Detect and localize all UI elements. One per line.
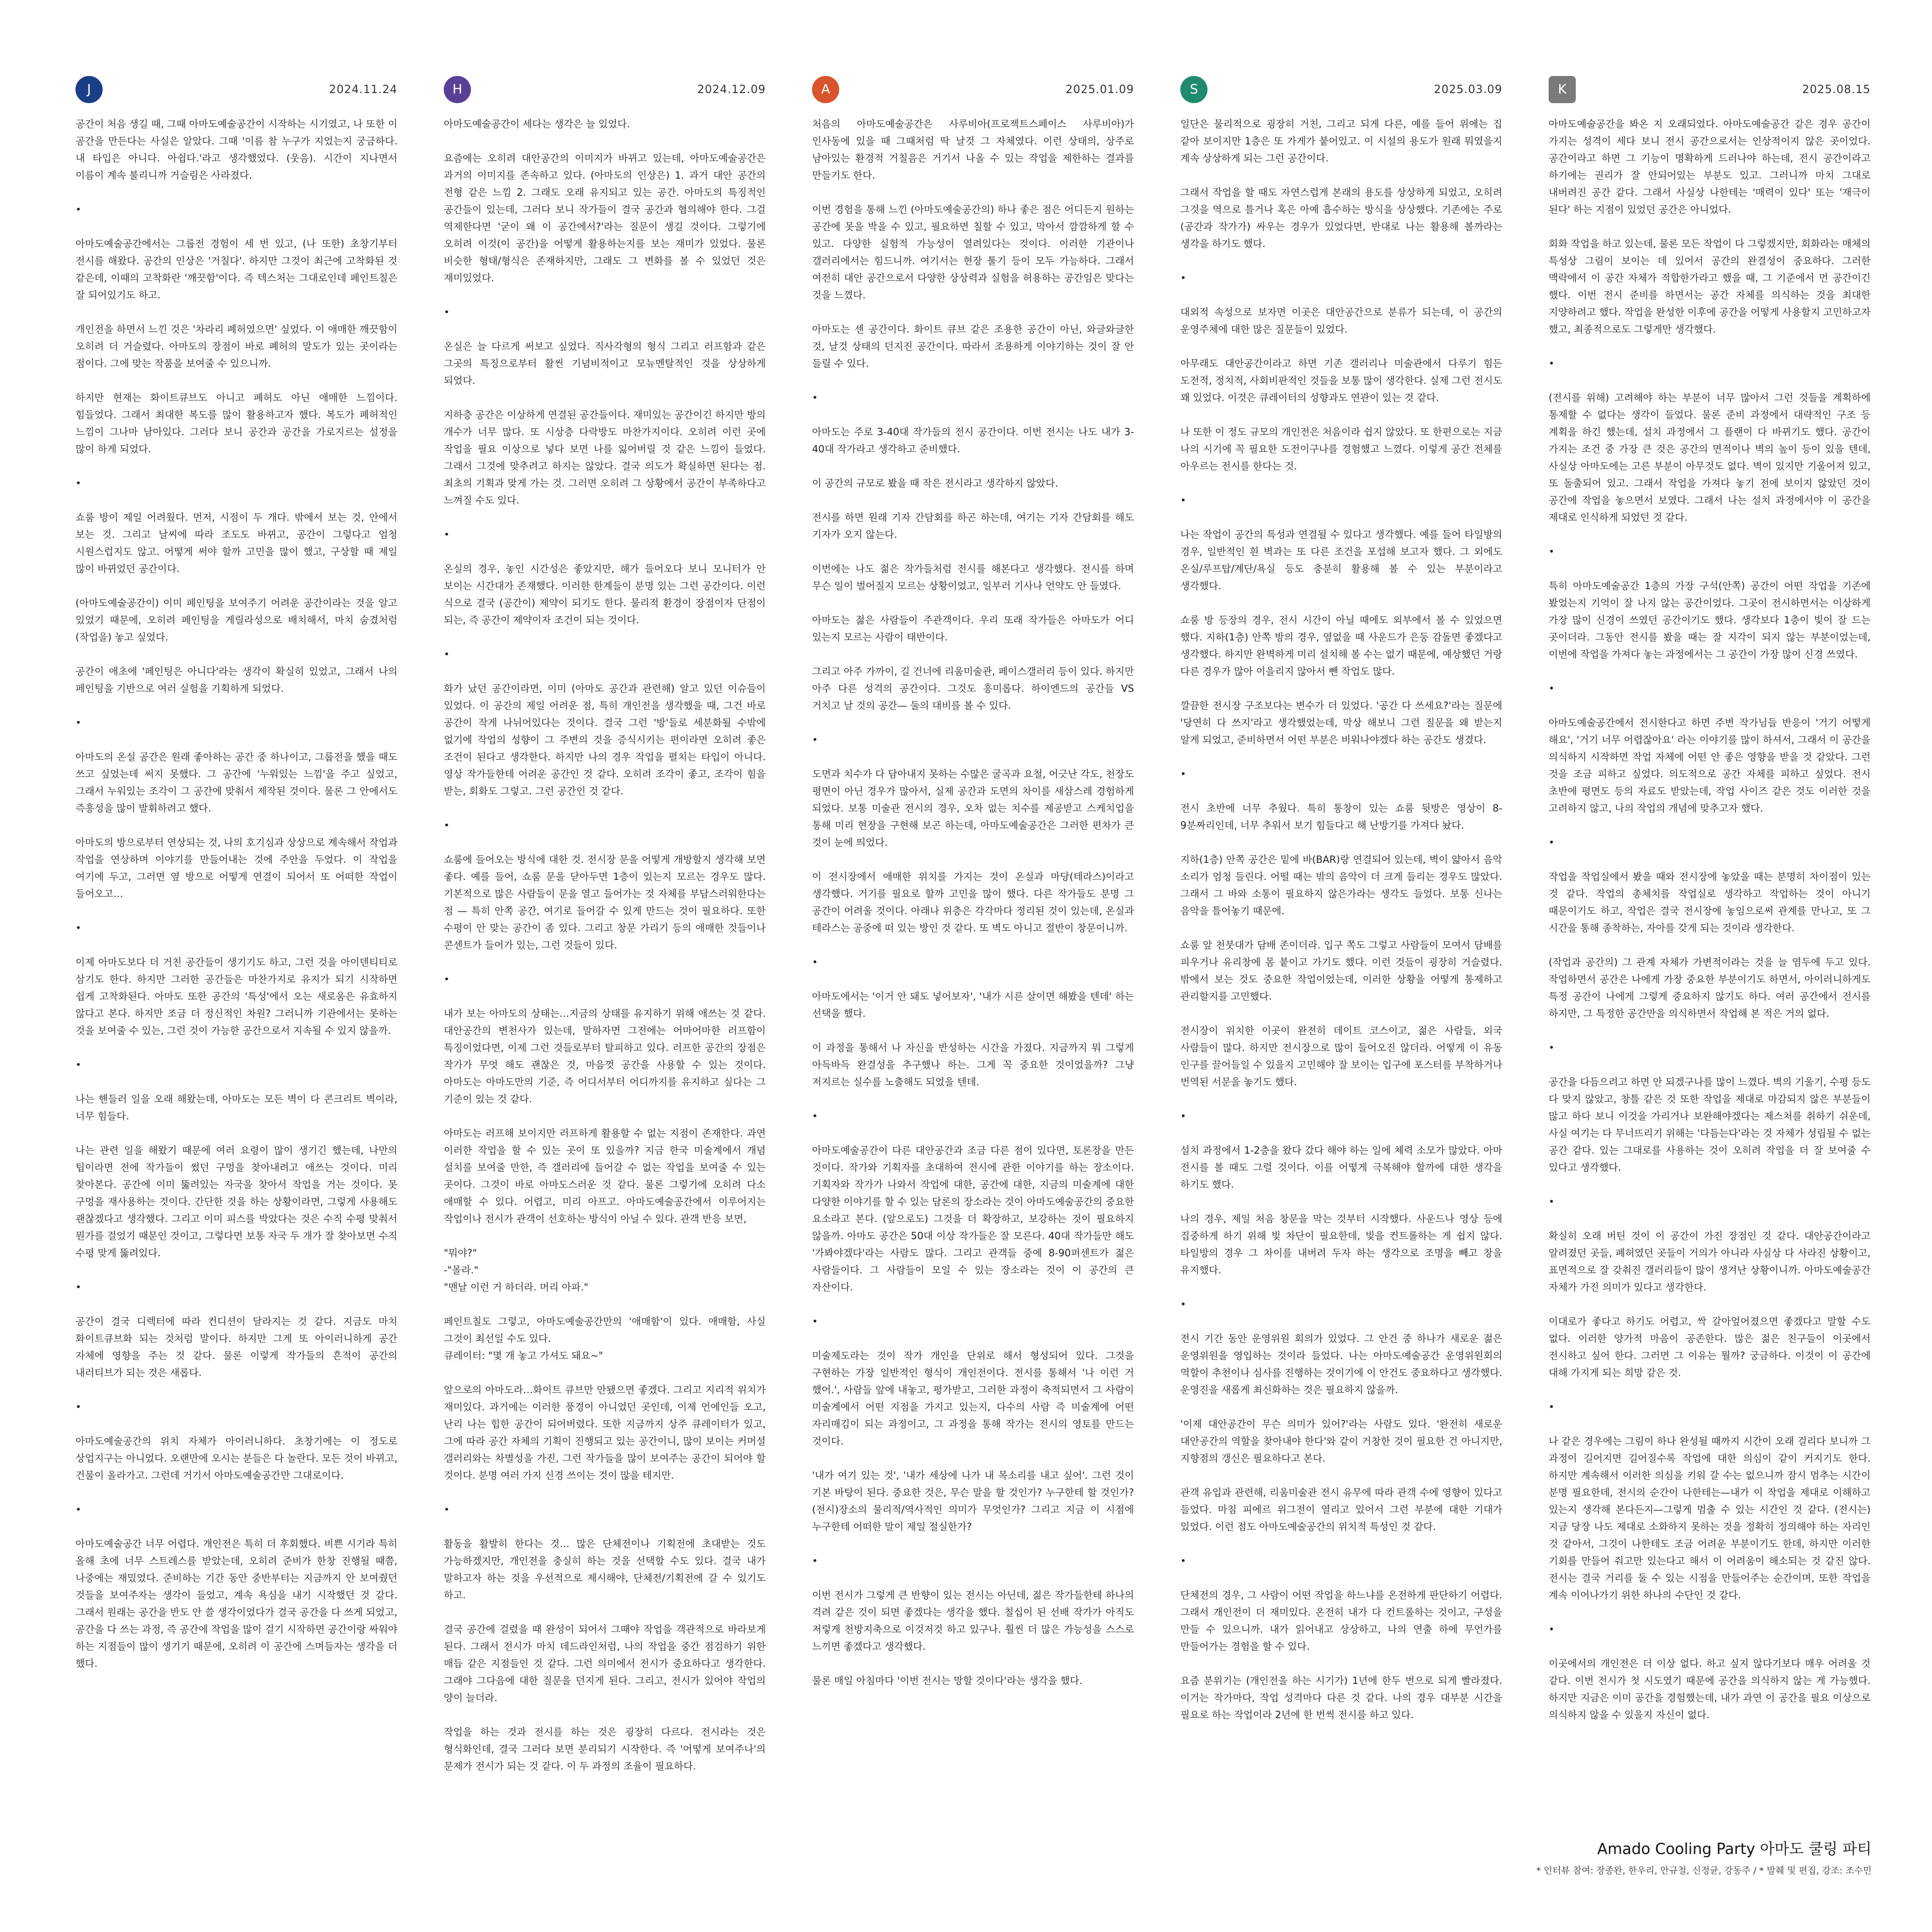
paragraph: 지하(1층) 안쪽 공간은 밑에 바(BAR)랑 연결되어 있는데, 벽이 얇아서 음악 소리가 엄청 들린다. 어떨 때는 밖의 음악이 더 크게 들리는 경우도 많았다. 그래서 그 바와 소통이 필요하지 않은가라는 생각도 들었다. 보통 신나는 음악을 틀어놓기 때문에. (1180, 854, 1502, 917)
paragraph: 회화 작업을 하고 있는데, 물론 모든 작업이 다 그렇겠지만, 회화라는 매체의 특성상 그림이 보이는 데 있어서 공간의 완결성이 중요하다. 그러한 맥락에서 이 공간 자체가 적합한가라고 했을 때, 그 기준에서 먼 공간이긴 했다. 이번 전시 준비를 하면서는 공간 자체를 의식하는 것을 최대한 지양하려고 했다. 작업을 완성한 이후에 공간을 어떻게 사용할지 고민하고자 했고, 최종적으로도 그렇게만 생각했다. (1549, 238, 1871, 335)
interview-column (1180, 75, 1502, 1836)
interviewee-avatar: A (812, 76, 839, 103)
publication-title: Amado Cooling Party 아마도 쿨링 파티 (1597, 1840, 1872, 1858)
paragraph: 이 과정을 통해서 나 자신을 반성하는 시간을 가졌다. 지금까지 뭐 그렇게 아득바득 완결성을 추구했나 하는. 그게 꼭 중요한 것이었을까? 그냥 저지르는 실수를 노출해도 되었을 텐데. (812, 1042, 1134, 1088)
paragraph: 쇼룸 앞 천붓대가 담배 존이더라. 입구 쪽도 그렇고 사람들이 모여서 담배를 피우거나 유리창에 몸 붙이고 가기도 했다. 이런 것들이 굉장히 거슬렸다. 밖에서 보는 것도 중요한 작업이었는데, 이러한 상황을 어떻게 통제하고 관리할지를 고민했다. (1180, 939, 1502, 1002)
paragraph: 공간이 애초에 '페인팅은 아니다'라는 생각이 확실히 있었고, 그래서 나의 페인팅을 기반으로 여러 실험을 기획하게 되었다. (75, 666, 397, 694)
interviewee-avatar: K (1549, 76, 1576, 103)
section-separator: • (75, 204, 82, 215)
paragraph: 아마도예술공간의 위치 자체가 아이러니하다. 초창기에는 이 정도로 상업지구는 아니었다. 오랜만에 오시는 분들은 다 놀란다. 모든 것이 바뀌고, 건물이 올라가고. 그런데 거기서 아마도예술공간만 그대로이다. (75, 1435, 397, 1481)
paragraph: 전시를 하면 원래 기자 간담회를 하곤 하는데, 여기는 기자 간담회를 해도 기자가 오지 않는다. (812, 512, 1134, 540)
section-separator: • (812, 1316, 818, 1327)
paragraph: 요즘 분위기는 (개인전을 하는 시기가) 1년에 한두 번으로 되게 빨라졌다. 이거는 작가마다, 작업 성격마다 다른 것 같다. 나의 경우 대부분 시간을 필요로 하는 작업이라 2년에 한 번씩 전시를 하고 있다. (1180, 1675, 1502, 1721)
interview-date: 2024.12.09 (697, 83, 766, 96)
paragraph: 전시장이 위치한 이곳이 완전히 데이트 코스이고, 젊은 사람들, 외국 사람들이 많다. 하지만 전시장으로 많이 들어오진 않더라. 어떻게 이 유동 인구를 끌어들일 수 있을지 고민해야 잘 보이는 입구에 포스터를 부착하거나 번역된 서문을 놓기도 했다. (1180, 1025, 1502, 1088)
interview-date: 2025.08.15 (1802, 83, 1871, 96)
section-separator: • (1180, 1299, 1186, 1310)
paragraph: 나의 경우, 제일 처음 창문을 막는 것부터 시작했다. 사운드나 영상 등에 집중하게 하기 위해 빛 차단이 필요한데, 빛을 컨트롤하는 게 쉽지 않다. 타일방의 경우 그 차이를 내버려 두자 하는 생각으로 조명을 빼고 창을 유지했다. (1180, 1213, 1502, 1276)
paragraph: 아마도에서는 '이거 안 돼도 넣어보자', '내가 시른 살이면 해봤을 텐데' 하는 선택을 했다. (812, 991, 1134, 1019)
section-separator: • (1549, 683, 1555, 694)
paragraph: 아마도예술공간 너무 어렵다. 개인전은 특히 더 후회했다. 비쁜 시기라 특히 올해 초에 너무 스트레스를 받았는데, 오히려 준비가 한창 진행될 때쯤, 나중에는 재밌었다. 준비하는 기간 동안 중반부터는 지금까지 안 보여줬던 것들을 보여주자는 생각이 들었고, 계속 욕심을 내기 시작했던 것 같다. 그래서 원래는 공간을 반도 안 쓸 생각이었다가 결국 공간을 다 쓰게 되었고, 공간을 다 쓰는 과정, 즉 공간에 작업을 많이 걸기 시작하면 공간이랑 싸워야 하는 지점들이 많이 생기기 때문에, 오히려 이 공간에 스며들자는 생각을 더 했다. (75, 1538, 397, 1669)
section-separator: • (444, 529, 450, 540)
paragraph: '내가 여기 있는 것', '내가 세상에 나가 내 목소리를 내고 싶어'. 그런 것이 기본 바탕이 된다. 중요한 것은, 무슨 말을 할 것인가? 누구한테 할 것인가? (전시)장소의 물리적/역사적인 의미가 무엇인가? 그리고 지금 이 시점에 누구한테 어떠한 말이 제일 절실한가? (812, 1470, 1134, 1533)
column-header (1549, 75, 1871, 104)
paragraph: 아마도예술공간이 세다는 생각은 늘 있었다. (444, 118, 630, 130)
paragraph: 일단은 물리적으로 굉장히 거친, 그리고 되게 다른, 예를 들어 위에는 집 같아 보이지만 1층은 또 가게가 붙어있고. 이 시설의 용도가 원래 뭐였을지 계속 상상하게 되는 그런 공간이다. (1180, 118, 1502, 164)
section-separator: • (1549, 358, 1555, 369)
paragraph: 도면과 치수가 다 담아내지 못하는 수많은 굴곡과 요철, 어긋난 각도, 천장도 평면이 아닌 경우가 많아서, 실제 공간과 도면의 차이를 새삼스레 경험하게 되었다. 보통 미술관 전시의 경우, 오차 없는 치수를 제공받고 스케치업을 통해 미리 현장을 구현해 보곤 하는데, 아마도예술공간은 그러한 편차가 큰 것이 눈에 띄었다. (812, 768, 1134, 848)
paragraph: 공간이 결국 디렉터에 따라 컨디션이 달라지는 것 같다. 지금도 마치 화이트큐브화 되는 것처럼 말이다. 하지만 그게 또 아이러니하게 공간 자체에 영향을 주는 것 같다. 물론 이렇게 작가들의 흔적이 공간의 내러티브가 되는 것은 새롭다. (75, 1316, 397, 1379)
interview-date: 2025.01.09 (1066, 83, 1134, 96)
column-header (1180, 75, 1502, 104)
paragraph: 아마도는 센 공간이다. 화이트 큐브 같은 조용한 공간이 아닌, 와글와글한 것, 날것 상태의 던지진 공간이다. 따라서 조용하게 이야기하는 것이 잘 안 들릴 수 있다. (812, 324, 1134, 369)
paragraph: 활동을 활발히 한다는 것… 많은 단체전이나 기획전에 초대받는 것도 가능하겠지만, 개인전을 충실히 하는 것을 선택할 수도 있다. 결국 내가 말하고자 하는 것을 우선적으로 제시해야, 단체전/기획전에 갈 수 있기도 하고. (444, 1538, 766, 1601)
paragraph: (아마도예술공간이) 이미 페인팅을 보여주기 어려운 공간이라는 것을 알고 있었기 때문에, 오히려 페인팅을 게릴라성으로 배치해서, 마치 숨겼처럼 (작업을) 놓고 싶었다. (75, 597, 397, 643)
section-separator: • (1180, 1555, 1186, 1567)
paragraph: 대외적 속성으로 보자면 이곳은 대안공간으로 분류가 되는데, 이 공간의 운영주체에 대한 많은 질문들이 있었다. (1180, 306, 1502, 335)
interviewee-avatar: H (444, 76, 471, 103)
interview-column (1549, 75, 1871, 1836)
paragraph: 관객 유입과 관련해, 리움미술관 전시 유무에 따라 관객 수에 영향이 있다고 들었다. 마침 피에르 위그전이 열리고 있어서 그런 부분에 대한 기대가 있었다. 이런 점도 아마도예술공간의 위치적 특성인 것 같다. (1180, 1487, 1502, 1533)
paragraph: 아마도는 러프해 보이지만 러프하게 활용할 수 없는 지점이 존재한다. 과연 이러한 작업을 할 수 있는 곳이 또 있을까? 지금 한국 미술계에서 개념 설치를 보여줄 만한, 즉 갤러리에 들어갈 수 없는 작업을 보여줄 수 있는 곳이다. 그것이 바로 아마도스러운 것 같다. 물론 그렇기에 오히려 다소 애매할 수 있다. 어렵고, 미리 아프고. 아마도예술공간에서 이루어지는 작업이나 전시가 관객이 선호하는 방식이 아닐 수 있다. 관객 반응 보면, (444, 1128, 766, 1225)
section-separator: • (75, 1401, 82, 1413)
paragraph: 전시 초반에 너무 추웠다. 특히 통창이 있는 쇼룸 뒷방은 영상이 8-9분짜리인데, 너무 추워서 보기 힘들다고 해 난방기를 가져다 놨다. (1180, 802, 1502, 831)
section-separator: • (75, 477, 82, 489)
interview-text (75, 116, 397, 1672)
section-separator: • (812, 1555, 818, 1567)
page (75, 75, 1872, 1877)
paragraph: 요즘에는 오히려 대안공간의 이미지가 바뀌고 있는데, 아마도예술공간은 과거의 이미지를 존속하고 있다. (아마도의 인상은) 1. 과거 대안 공간의 전형 같은 느낌 2. 그래도 오래 유지되고 있는 공간. 아마도의 특징적인 공간들이 있는데, 그러다 보니 작가들이 결국 공간과 협의해야 한다. 그걸 역제한다면 '굳이 왜 이 공간에서?'라는 질문이 생길 것이다. 그렇기에 오히려 이것(이 공간)을 어떻게 활용하는지를 보는 재미가 있었다. 물론 비슷한 형태/형식은 존재하지만, 그래도 그 변화를 볼 수 있었던 것은 재미있었다. (444, 152, 766, 284)
interviewee-avatar: S (1180, 76, 1208, 103)
paragraph: 아마도예술공간이 다른 대안공간과 조금 다른 점이 있다면, 토론장을 만든 것이다. 작가와 기획자를 초대하여 전시에 관한 이야기를 하는 장소이다. 기획자와 작가가 나와서 작업에 대한, 공간에 대한, 지금의 미술계에 대한 다양한 이야기를 할 수 있는 담론의 장소라는 것이 아마도예술공간의 중요한 요소라고 본다. (앞으로도) 그것을 더 확장하고, 보강하는 것이 필요하지 않을까. 아마도 공간은 50대 이상 작가들은 잘 모른다. 40대 작가들만 해도 '가봐야겠다'라는 사람도 많다. 그리고 관객들 중에 8-90퍼센트가 젊은 사람들이다. 그 사람들이 모일 수 있는 장소라는 것이 이 공간의 큰 자산이다. (812, 1145, 1134, 1293)
interview-column (812, 75, 1134, 1836)
paragraph: (작업과 공간의) 그 관계 자체가 가변적이라는 것을 늘 염두에 두고 있다. 작업하면서 공간은 나에게 가장 중요한 부분이기도 하면서, 아이러니하게도 특정 공간이 나에게 그렇게 중요하지 않기도 하다. 여러 공간에서 전시를 하지만, 그 특정한 공간만을 의식하면서 작업해 본 적은 거의 없다. (1549, 956, 1871, 1019)
section-separator: • (444, 649, 450, 660)
paragraph: 이번 전시가 그렇게 큰 반향이 있는 전시는 아닌데, 젊은 작가들한테 하나의 격려 같은 것이 되면 좋겠다는 생각을 했다. 칠십이 된 선배 작가가 아직도 저렇게 천방지축으로 이것저것 하고 있구나. 훨씬 더 많은 가능성을 스스로 느끼면 좋겠다고 생각했다. (812, 1589, 1134, 1652)
paragraph: 이번에는 나도 젊은 작가들처럼 전시를 해본다고 생각했다. 전시를 하며 무슨 일이 벌어질지 모르는 상황이었고, 일부러 기사나 언약도 안 들였다. (812, 563, 1134, 592)
paragraph: 아마도의 방으로부터 연상되는 것, 나의 호기심과 상상으로 계속해서 작업과 작업을 연상하며 이야기를 만들어내는 것에 주안을 두었다. 이 작업을 여기에 두고, 그러면 옆 방으로 어떻게 연결이 되어서 또 어떠한 작업이 들어오고… (75, 837, 397, 900)
column-header (444, 75, 766, 104)
paragraph: 설치 과정에서 1-2층을 왔다 갔다 해야 하는 일에 체력 소모가 많았다. 아마 전시를 볼 때도 그럴 것이다. 이를 어떻게 극복해야 할까에 대한 생각을 하기도 했다. (1180, 1145, 1502, 1190)
paragraph: 온실의 경우, 놓인 시간성은 좋았지만, 해가 들어오다 보니 모니터가 안 보이는 시간대가 존재했다. 이러한 한계들이 분명 있는 그런 공간이다. 이런 식으로 결국 (공간이) 제약이 되기도 한다. 물리적 환경이 장점이자 단점이 되는, 즉 공간이 제약이자 조건이 되는 것이다. (444, 563, 766, 626)
section-separator: • (812, 734, 818, 746)
column-header (812, 75, 1134, 104)
section-separator: • (812, 1110, 818, 1122)
paragraph: "뭐야?" -"몰라." "맨날 이런 거 하더라. 머리 아파." (444, 1247, 589, 1293)
section-separator: • (75, 922, 82, 934)
section-separator: • (1549, 1624, 1555, 1635)
paragraph: 쇼룸 방이 제일 어려웠다. 먼저, 시점이 두 개다. 밖에서 보는 것, 안에서 보는 것. 그리고 날씨에 따라 조도도 바뀌고, 공간이 그렇다고 엄청 시원스럽지도 않고. 어떻게 써야 할까 고민을 많이 했고, 구상할 때 제일 많이 바뀌었던 공간이다. (75, 512, 397, 575)
section-separator: • (812, 392, 818, 404)
paragraph: 지하층 공간은 이상하게 연결된 공간들이다. 재미있는 공간이긴 하지만 방의 개수가 너무 많다. 또 시상층 다락방도 마찬가지이다. 오히려 이런 곳에 작업을 필요 이상으로 넣다 보면 나를 잃어버릴 것 같은 느낌이 들었다. 그래서 그것에 맞추려고 하지는 않았다. 결국 의도가 확실하면 된다는 점. 최초의 기획과 맞게 가는 것. 그러면 오히려 그 상황에서 공간이 부족하다고 느껴질 수도 있다. (444, 409, 766, 506)
section-separator: • (1180, 272, 1186, 284)
paragraph: 미술제도라는 것이 작가 개인을 단위로 해서 형성되어 있다. 그것을 구현하는 가장 일반적인 형식이 개인전이다. 전시를 통해서 '나 이런 거 했어.', 사람들 앞에 내놓고, 평가받고, 그러한 과정이 축적되면서 그 사람이 미술계에서 어떤 지점을 가지고 있는지, 다수의 사람 즉 미술계에 어떤 자리매김이 되는 과정이고, 그 과정을 통해 작가는 전시의 영토를 만드는 것이다. (812, 1350, 1134, 1447)
paragraph: 이번 경험을 통해 느낀 (아마도예술공간의) 하나 좋은 점은 어디든지 원하는 공간에 못을 박을 수 있고, 필요하면 칠할 수 있고, 막아서 깜깜하게 할 수 있고. 다양한 실험적 가능성이 열려있다는 것이다. 이러한 기관이나 갤러리에서는 힘드니까. 여기서는 현장 툴기 등이 모두 가능하다. 그래서 여전히 대안 공간으로서 다양한 상상력과 실험을 허용하는 공간임은 맞다는 것을 느꼈다. (812, 204, 1134, 301)
interviewee-avatar: J (75, 76, 103, 103)
paragraph: 이대로가 좋다고 하기도 어렵고, 싹 갈아엎어졌으면 좋겠다고 말할 수도 없다. 이러한 양가적 마음이 공존한다. 많은 젊은 친구들이 이곳에서 전시하고 싶어 한다. 그러면 그 이유는 뭘까? 궁금하다. 이것이 이 공간에 대해 가지게 되는 희망 같은 것. (1549, 1316, 1871, 1379)
paragraph: 내가 보는 아마도의 상태는…지금의 상태를 유지하기 위해 애쓰는 것 같다. 대안공간의 변천사가 있는데, 말하자면 그전에는 어마어마한 러프함이 특징이었다면, 이제 그런 것들로부터 탈피하고 있다. 러프한 공간의 장점은 작가가 무엇 해도 괜찮은 것, 마음껏 공간을 사용할 수 있는 것이다. 아마도는 아마도만의 기준, 즉 어디서부터 어디까지를 유지하고 싶다는 그 기준이 있는 것 같다. (444, 1008, 766, 1105)
paragraph: 확실히 오래 버틴 것이 이 공간이 가진 장점인 것 같다. 대안공간이라고 알려졌던 곳들, 폐허였던 곳들이 거의가 아니라 사실상 다 사라진 상황이고, 표면적으로 잘 갖춰진 갤러리들이 많이 생겨난 상황이니까. 아마도예술공간 자체가 가진 의미가 있다고 생각한다. (1549, 1230, 1871, 1293)
interview-text (444, 116, 766, 1775)
paragraph: 그리고 아주 가까이, 길 건너에 리움미술관, 페이스갤러리 등이 있다. 하지만 아주 다른 성격의 공간이다. 그것도 흥미롭다. 하이엔드의 공간들 VS 거치고 날 것의 공간— 둘의 대비를 볼 수 있다. (812, 666, 1134, 711)
paragraph: '이제 대안공간이 무슨 의미가 있어?'라는 사람도 있다. '완전히 새로운 대안공간의 역할을 찾아내야 한다'와 같이 거창한 것이 필요한 건 아니지만, 지향점의 갱신은 필요하다고 본다. (1180, 1418, 1502, 1464)
credits: * 인터뷰 참여: 장종완, 한우리, 안규철, 신정균, 강동주 / * 발췌 및 편집, 강조: 조수민 (1536, 1866, 1872, 1876)
section-separator: • (75, 1059, 82, 1071)
section-separator: • (1180, 495, 1186, 506)
section-separator: • (444, 1504, 450, 1515)
paragraph: 그래서 작업을 할 때도 자연스럽게 본래의 용도를 상상하게 되었고, 오히려 그것을 역으로 틀거나 혹은 아예 흡수하는 방식을 상상했다. 기존에는 주로 (공간과 작가가) 싸우는 경우가 있었다면, 반대로 나는 활용해 볼까라는 생각을 하기도 했다. (1180, 187, 1502, 250)
column-header (75, 75, 397, 104)
paragraph: 이 공간의 규모로 봤을 때 작은 전시라고 생각하지 않았다. (812, 477, 1059, 489)
paragraph: 처음의 아마도예술공간은 사루비아(프로젝트스페이스 사루비아)가 인사동에 있을 때 그때처럼 딱 날것 그 자체였다. 이런 상태의, 상주로 남아있는 환경적 거칠음은 거기서 나올 수 있는 작업을 제한하는 결과를 만들기도 한다. (812, 118, 1134, 181)
paragraph: 쇼룸 방 등장의 경우, 전시 시간이 아닐 때에도 외부에서 볼 수 있었으면 했다. 지하(1층) 안쪽 방의 경우, 옆없을 때 사운드가 은둥 감돌면 좋겠다고 생각했다. 하지만 완벽하게 미리 설치해 볼 수는 없기 때문에, 예상했던 거랑 다른 경우가 많아 이을리지 않아서 뺀 작업도 많다. (1180, 614, 1502, 677)
interview-column (75, 75, 397, 1836)
paragraph: 나 같은 경우에는 그림이 하나 완성될 때까지 시간이 오래 걸리다 보니까 그 과정이 길어지면 길어질수록 작업에 대한 의심이 같이 커지기도 한다. 하지만 계속해서 이러한 의심을 키워 갈 수는 없으니까 잠시 멈추는 시간이 분명 필요한데, 전시의 순간이 나한테는—내가 이 작업을 제대로 이해하고 있는지 생각해 본다든지—그렇게 멈출 수 있는 시간인 것 같다. (전시는) 지금 당장 나도 제대로 소화하지 못하는 것을 정확히 정의해야 하는 자리인 것 같아서, 그것이 나한테도 조금 어려운 부분이기도 한데, 하지만 이러한 기회를 만들어 줘고만 있는다고 해서 이 어려움이 해소되는 것 같진 않다. 전시는 결국 거리를 둘 수 있는 시점을 만들어주는 순간이며, 또한 작업을 계속 이어나가기 위한 하나의 수단인 것 같다. (1549, 1435, 1871, 1601)
paragraph: 쇼룸에 들어오는 방식에 대한 것. 전시장 문을 어떻게 개방할지 생각해 보면 좋다. 예를 들어, 쇼룸 문을 닫아두면 1층이 있는지 모르는 경우도 많다. 기본적으로 많은 사람들이 문을 열고 들어가는 것 자체를 부담스러워한다는 점 — 특히 안쪽 공간, 여기로 들어갈 수 있게 만드는 것이 필요하다. 또한 수평이 안 맞는 공간이 좀 있다. 그리고 창문 가리기 등의 애매한 것들이나 콘센트가 들어가 있는, 그런 것들이 있다. (444, 854, 766, 951)
paragraph: 아마도는 젊은 사람들이 주관객이다. 우리 또래 작가들은 아마도가 어디 있는지 모르는 사람이 태반이다. (812, 614, 1134, 643)
paragraph: 나는 관련 일을 해왔기 때문에 여러 요령이 많이 생기긴 했는데, 나만의 팁이라면 전에 작가들이 썼던 구멍을 찾아내려고 애쓰는 것이다. 미리 찾아본다. 공간에 이미 뚫려있는 자국을 찾아서 작업을 거는 것이다. 못 구멍을 재사용하는 것이다. 간단한 것을 하는 상황이라면, 그렇게 사용해도 괜찮겠다고 생각했다. 그리고 이미 피스를 박았다는 것은 수직 수평 맞춰서 뭔가를 걸었기 때문인 것이고, 그렇다면 보통 자국 두 개가 잘 찾아보면 수직 수평 맞게 뚫려있다. (75, 1145, 397, 1259)
section-separator: • (1549, 1042, 1555, 1054)
paragraph: 공간을 다듬으려고 하면 안 되겠구나를 많이 느꼈다. 벽의 기울기, 수평 등도 다 맞지 않았고, 창틀 같은 것 또한 작업을 제대로 마감되지 않은 부분들이 많고 하다 보니 이것을 가리거나 보완해야겠다는 제스처를 취하기 쉬운데, 사실 여기는 다 무너뜨리기 위해는 '다듬는다'라는 것 자체가 성립될 수 없는 공간 같다. 있는 그대로를 사용하는 것이 오히려 작업을 더 잘 보여줄 수 있다고 생각했다. (1549, 1076, 1871, 1173)
section-separator: • (75, 1504, 82, 1515)
paragraph: 물론 매일 아침마다 '이번 전시는 망할 것이다'라는 생각을 했다. (812, 1675, 1083, 1686)
paragraph: 하지만 현재는 화이트큐브도 아니고 폐허도 아닌 애매한 느낌이다. 힘들었다. 그래서 최대한 복도를 많이 활용하고자 했다. 복도가 폐허적인 느낌이 그나마 남아있다. 그러다 보니 공간과 공간을 가로지르는 설정을 많이 하게 되었다. (75, 392, 397, 455)
paragraph: 아무래도 대안공간이라고 하면 기존 갤러리나 미술관에서 다루기 힘든 도전적, 정치적, 사회비판적인 것들을 보통 많이 생각한다. 실제 그런 전시도 꽤 있었다. 이것은 큐레이터의 성향과도 연관이 있는 것 같다. (1180, 358, 1502, 404)
paragraph: 페인트칠도 그렇고, 아마도예술공간만의 '애매함'이 있다. 애매함, 사실 그것이 최선일 수도 있다. 큐레이터: "몇 개 놓고 가셔도 돼요~" (444, 1316, 766, 1361)
section-separator: • (75, 717, 82, 729)
section-separator: • (1549, 1401, 1555, 1413)
section-separator: • (75, 1281, 82, 1293)
interview-date: 2024.11.24 (329, 83, 397, 96)
paragraph: 나 또한 이 정도 규모의 개인전은 처음이라 쉽지 않았다. 또 한편으로는 지금 나의 시기에 꼭 필요한 도전이구나를 경험했고 느꼈다. 이렇게 공간 전체를 아우르는 전시를 한다는 것. (1180, 426, 1502, 472)
paragraph: 깔끔한 전시장 구조보다는 변수가 더 있었다. '공간 다 쓰세요?'라는 질문에 '당연히 다 쓰지'라고 생각했었는데, 막상 해보니 그런 질문을 왜 받는지 알게 되었고, 준비하면서 어떤 부분은 비워나야겠다 하는 공간도 생겼다. (1180, 700, 1502, 746)
paragraph: 작업을 작업실에서 봤을 때와 전시장에 놓았을 때는 분명히 차이점이 있는 것 같다. 작업의 총체치를 작업실로 생각하고 작업하는 것이 아니기 때문이기도 하고, 작업은 결국 전시장에 놓임으로써 관계를 만나고, 또 그 시간을 통해 종착하는, 자아를 갖게 되는 것이라 생각한다. (1549, 871, 1871, 934)
paragraph: 화가 났던 공간이라면, 이미 (아마도 공간과 관련해) 알고 있던 이슈들이 있었다. 이 공간의 제일 어려운 점, 특히 개인전을 생각했을 때, 그건 바로 공간이 작게 나뉘어있다는 것이다. 결국 그런 '방'들로 세분화될 수밖에 없기에 작업의 성향이 그 주변의 것을 증식시키는 편이라면 오히려 좋은 조건이 된다고 생각한다. 하지만 나의 경우 작업을 펼치는 타입이 아니다. 영상 작가들한테 어려운 공간인 것 같다. 오히려 조각이 좋고, 조각이 힘을 받는, 회화도 그렇고. 그런 공간인 것 같다. (444, 683, 766, 797)
section-separator: • (444, 820, 450, 831)
paragraph: 아마도예술공간을 봐온 지 오래되었다. 아마도예술공간 같은 경우 공간이 가지는 성격이 세다 보니 전시 공간으로서는 인상적이지 않은 곳이었다. 공간이라고 하면 그 기능이 명확하게 드러나야 하는데, 전시 공간이라고 하기에는 권리가 잘 안되어있는 부분도 있고. 그러니까 마치 그대로 내버려진 공간 같다. 그래서 사실상 나한테는 '매력이 있다' 또는 '재극이 된다' 하는 지점이 있었던 공간은 아니었다. (1549, 118, 1871, 215)
paragraph: 아마도는 주로 3-40대 작가들의 전시 공간이다. 이번 전시는 나도 내가 3-40대 작가라고 생각하고 준비했다. (812, 426, 1134, 455)
section-separator: • (812, 956, 818, 968)
section-separator: • (1549, 1196, 1555, 1208)
paragraph: 나는 작업이 공간의 특성과 연결될 수 있다고 생각했다. 예를 들어 타일방의 경우, 일반적인 흰 벽과는 또 다른 조건을 포섭해 보고자 했다. 그 외에도 온실/루프탑/계단/욕실 등도 충분히 활용해 볼 수 있는 부분이라고 생각했다. (1180, 529, 1502, 592)
paragraph: 온실은 늘 다르게 써보고 싶었다. 직사각형의 형식 그리고 러프함과 같은 그곳의 특징으로부터 활씬 기념비적이고 모뉴멘탈적인 것을 상상하게 되었다. (444, 341, 766, 386)
paragraph: (전시를 위해) 고려해야 하는 부분이 너무 많아서 그런 것들을 계획하에 통제할 수 없다는 생각이 들었다. 물론 준비 과정에서 대략적인 구조 등 계획을 하긴 했는데, 설치 과정에서 그 플랜이 다 바뀌기도 했다. 공간이 가지는 조건 중 가장 큰 것은 공간의 면적이나 벽의 높이 등이 있을 텐데, 사실상 아마도에는 고른 부분이 아무것도 없다. 벽이 있지만 기울어져 있고, 또 돌출되어 있고. 그래서 작업을 가져다 놓기 전에 보이지 않았던 것이 공간에 작업을 놓으면서 보였다. 그래서 나는 설치 과정에서야 이 공간을 제대로 인식하게 되었던 것 같다. (1549, 392, 1871, 523)
paragraph: 개인전을 하면서 느낀 것은 '차라리 폐허였으면' 싶었다. 이 애매한 깨끗함이 오히려 더 거슬렸다. 아마도의 장점이 바로 폐허의 말도가 있는 곳이라는 점이다. 그에 맞는 작품을 보여줄 수 있으니까. (75, 324, 397, 369)
paragraph: 앞으로의 아마도라…화이트 큐브만 안됐으면 좋겠다. 그리고 지리적 위치가 재미있다. 과거에는 이러한 풍경이 아니었던 곳인데, 이제 언에인들 오고, 난리 나는 힙한 공간이 되어버렸다. 또한 지금까지 상주 큐레이터가 있고, 그에 따라 공간 자체의 기획이 진행되고 있는 공간이니, 많이 보이는 커머셜 갤러리와는 차별성을 가진, 그런 작가들을 많이 보여주는 공간이 되어야 할 것이다. 분명 여러 가지 신경 쓰이는 것이 많을 테지만. (444, 1384, 766, 1481)
paragraph: 작업을 하는 것과 전시를 하는 것은 굉장히 다르다. 전시라는 것은 형식화인데, 결국 그러다 보면 분리되기 시작한다. 즉 '어떻게 보여주나'의 문제가 전시가 되는 것 같다. 이 두 과정의 조율이 필요하다. (444, 1726, 766, 1772)
paragraph: 나는 핸들러 일을 오래 해왔는데, 아마도는 모든 벽이 다 콘크리트 벽이라, 너무 힘들다. (75, 1093, 397, 1122)
paragraph: 특히 아마도예술공간 1층의 가장 구석(안쪽) 공간이 어떤 작업을 기존에 봤었는지 기억이 잘 나지 않는 공간이었다. 그곳이 전시하면서는 이상하게 가장 많이 신경이 쓰였던 공간이기도 했다. 생각보다 1층이 빛이 잘 드는 곳이더라. 그동안 전시를 봤을 때는 잘 지각이 되지 않는 부분이었는데, 이번에 작업을 가져다 놓는 과정에서는 그 공간이 가장 많이 신경 쓰였다. (1549, 580, 1871, 660)
section-separator: • (1549, 837, 1555, 848)
paragraph: 이제 아마도보다 더 거친 공간들이 생기기도 하고, 그런 것을 아이덴티티로 삼기도 한다. 하지만 그러한 공간들은 마찬가지로 유지가 되기 시작하면 쉽게 고착화된다. 아마도 또한 공간의 '특성'에서 오는 새로움은 유효하지 않다고 본다. 하지만 조금 더 정신적인 차원? 그러니까 기관에서는 못하는 것을 보여줄 수 있는, 그런 것이 가능한 공간으로서 지속될 수 있지 않을까. (75, 956, 397, 1036)
paragraph: 공간이 처음 생길 때, 그때 아마도예술공간이 시작하는 시기였고, 나 또한 이 공간을 만든다는 사실은 알았다. 그때 '이름 참 누구가 지었는지 궁금하다. 내 타입은 아니다. 아쉽다.'라고 생각했었다. (웃음). 시간이 지나면서 이름이 계속 불리니까 거슬림은 사라졌다. (75, 118, 397, 181)
paragraph: 아마도예술공간에서 전시한다고 하면 주변 작가님들 반응이 '거기 어떻게 해요', '거기 너무 어렵잖아요' 라는 이야기를 많이 하셔서, 그래서 이 공간을 의식하지 시작하면 작업 자체에 어떤 안 좋은 영향을 받을 것 같았다. 그런 것을 조금 피하고 싶었다. 의도적으로 공간 자체를 피하고 싶었다. 전시 초반에 평면도 등의 자료도 받았는데, 작업 사이즈 같은 것도 이러한 것을 고려하지 않고, 나의 작업의 개념에 맞추고자 했다. (1549, 717, 1871, 814)
section-separator: • (1549, 546, 1555, 557)
paragraph: 전시 기간 동안 운영위원 회의가 있었다. 그 안건 중 하나가 새로운 젊은 운영위원을 영입하는 것이라 들었다. 나는 아마도예술공간 운영위원회의 역할이 추천이나 심사를 진행하는 것이기에 이 안건도 중요하다고 생각했다. 운영진을 새롭게 최신화하는 것은 필요하지 않을까. (1180, 1333, 1502, 1396)
section-separator: • (444, 974, 450, 985)
interview-text (1549, 116, 1871, 1724)
footer (1536, 1836, 1872, 1877)
interview-date: 2025.03.09 (1434, 83, 1502, 96)
paragraph: 결국 공간에 걸렸을 때 완성이 되어서 그때야 작업을 객관적으로 바라보게 된다. 그래서 전시가 마치 데드라인처럼, 나의 작업을 중간 점검하기 위한 매듭 같은 지점들인 것 같다. 그런 의미에서 전시가 중요하다고 생각한다. 그래야 그다음에 대한 질문을 던지게 된다. 그리고, 전시가 있어야 작업의 양이 늘더라. (444, 1624, 766, 1704)
interview-column (444, 75, 766, 1836)
interview-text (1180, 116, 1502, 1724)
interview-text (812, 116, 1134, 1689)
paragraph: 아마도예술공간에서는 그룹전 경험이 세 번 있고, (나 또한) 초창기부터 전시를 해왔다. 공간의 인상은 '거칠다'. 하지만 그것이 최근에 고착화된 것 같은데, 이때의 고착화란 '깨끗함'이다. 즉 텍스처는 그대로인데 페인트칠은 잘 되어있기도 하고. (75, 238, 397, 301)
section-separator: • (1180, 768, 1186, 780)
paragraph: 이 전시장에서 애매한 위치를 가지는 것이 온실과 마당(테라스)이라고 생각했다. 거기를 필요로 할까 고민을 많이 했다. 다른 작가들도 분명 그 공간이 어려울 것이다. 아래나 위층은 각각마다 정리된 것이 있는데, 온실과 테라스는 공중에 떠 있는 방인 것 같다. 또 벽도 아니고 절반이 창문이니까. (812, 871, 1134, 934)
section-separator: • (444, 306, 450, 318)
paragraph: 이곳에서의 개인전은 더 이상 없다. 하고 싶지 않다기보다 매우 어려울 것 같다. 이번 전시가 첫 시도였기 때문에 공간을 의식하지 않는 게 가능했다. 하지만 지금은 이미 공간을 경험했는데, 내가 과연 이 공간을 필요 이상으로 의식하지 않을 수 있을지 자신이 없다. (1549, 1658, 1871, 1721)
section-separator: • (1180, 1110, 1186, 1122)
paragraph: 단체전의 경우, 그 사람이 어떤 작업을 하느냐를 온전하게 판단하기 어렵다. 그래서 개인전이 더 재미있다. 온전히 내가 다 컨트롤하는 것이고, 구성을 만들 수 있으니까. 내가 읽어내고 상상하고, 나의 연출 하에 무언가를 만들어가는 경험을 할 수 있다. (1180, 1589, 1502, 1652)
paragraph: 아마도의 온실 공간은 원래 좋아하는 공간 중 하나이고, 그룹전을 했을 때도 쓰고 싶었는데 써지 못했다. 그 공간에 '누워있는 느낌'을 주고 싶었고, 그래서 누워있는 조각이 그 공간에 맞춰서 제작된 것이다. 물론 그 안에서도 즉흥성을 많이 발휘하려고 했다. (75, 751, 397, 814)
